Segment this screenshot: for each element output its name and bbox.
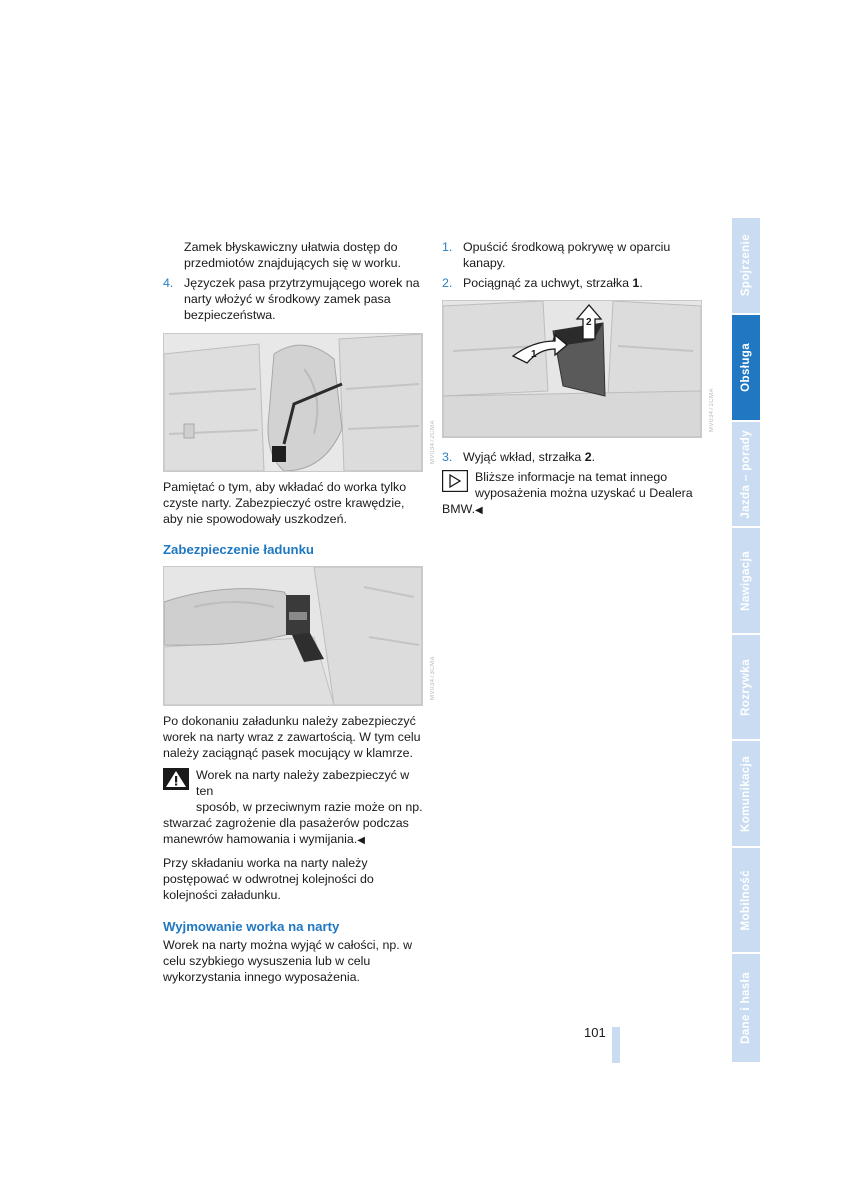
warning-note: [163, 767, 425, 849]
para-remove-bag: Worek na narty można wyjąć w całości, np. w celu szybkiego wysuszenia lub w celu wykorzystania innego wyposażenia.: [163, 938, 413, 984]
list-item-3: [442, 449, 704, 465]
left-column: [163, 239, 425, 327]
nav-tab-label: Rozrywka: [740, 658, 752, 716]
warning-first-line: Worek na narty należy zabezpieczyć w ten: [196, 768, 410, 798]
list-item-2: [442, 275, 704, 291]
heading-remove-bag: Wyjmowanie worka na narty: [163, 919, 340, 934]
note-rest: wyposażenia można uzyskać u Dealera BMW.: [442, 486, 693, 516]
right-column: [442, 239, 704, 295]
para-secure-cargo: Po dokonaniu załadunku należy zabezpieczyć worek na narty wraz z zawartością. W tym celu należy zaciągnąć pasek mocujący w klamrze.: [163, 714, 421, 760]
nav-tab-mobilnosc[interactable]: [732, 848, 760, 954]
para-clean-skis: Pamiętać o tym, aby wkładać do worka tylko czyste narty. Zabezpieczyć ostre krawędzie, aby nie spowodowały uszkodzeń.: [163, 480, 407, 526]
heading-cargo-securing: Zabezpieczenie ładunku: [163, 542, 314, 557]
list-text-after: .: [591, 450, 596, 464]
nav-tab-komunikacja[interactable]: [732, 741, 760, 848]
figure-code: MV03471CMA: [709, 388, 715, 433]
list-text-before: Pociągnąć za uchwyt, strzałka: [463, 276, 633, 290]
nav-tab-label: Jazda – porady: [740, 429, 752, 519]
page-marker-bar: [612, 1027, 620, 1063]
seat-illustration: [164, 334, 422, 471]
left-column-lower: [163, 713, 425, 985]
figure-ski-bag-strap: [163, 333, 423, 472]
list-number: 3.: [442, 450, 453, 464]
list-number: 4.: [163, 276, 174, 290]
arrow-1-label: 1: [531, 349, 537, 360]
nav-tab-label: Spojrzenie: [740, 234, 752, 297]
nav-tab-obsluga[interactable]: [732, 315, 760, 422]
end-mark: ◀: [475, 505, 483, 516]
nav-tab-label: Dane i hasła: [740, 972, 752, 1044]
nav-tab-spojrzenie[interactable]: [732, 218, 760, 315]
nav-tab-label: Komunikacja: [740, 755, 752, 832]
list-number: 1.: [442, 240, 453, 254]
para-folding: Przy składaniu worka na narty należy postępować w odwrotnej kolejności do kolejności załadunku.: [163, 856, 374, 902]
list-text: Opuścić środkową pokrywę w oparciu kanapy.: [463, 240, 671, 270]
nav-tab-label: Nawigacja: [740, 550, 752, 611]
note-play-icon: [442, 470, 468, 492]
arrow-2-label: 2: [586, 317, 592, 328]
nav-tab-dane-i-hasla[interactable]: [732, 954, 760, 1062]
figure-code: MV03472CMA: [430, 420, 436, 465]
figure-code: MV03473CMA: [430, 656, 436, 701]
nav-tab-label: Mobilność: [740, 869, 752, 931]
buckle-illustration: [164, 567, 422, 705]
list-text-after: .: [639, 276, 643, 290]
nav-tab-nawigacja[interactable]: [732, 528, 760, 635]
armrest-illustration: [443, 301, 701, 437]
warning-text: [163, 799, 425, 849]
right-column-lower: [442, 449, 704, 519]
info-note: [442, 469, 704, 519]
nav-tab-jazda-porady[interactable]: [732, 422, 760, 528]
intro-text: Zamek błyskawiczny ułatwia dostęp do przedmiotów znajdujących się w worku.: [184, 240, 401, 270]
note-first-line: Bliższe informacje na temat innego: [475, 470, 668, 484]
nav-tab-label: Obsługa: [740, 343, 752, 392]
list-text: Języczek pasa przytrzymującego worek na narty włożyć w środkowy zamek pasa bezpieczeństwa.: [184, 276, 420, 322]
warning-rest: sposób, w przeciwnym razie może on np. stwarzać zagrożenie dla pasażerów podczas manewrów hamowania i wymijania.: [163, 800, 423, 846]
note-text: [442, 485, 704, 519]
arrow-ref-1: 1: [632, 276, 640, 290]
section-cargo: [163, 542, 425, 558]
list-text-before: Wyjąć wkład, strzałka: [463, 450, 585, 464]
list-item-4: [163, 275, 425, 323]
list-item-1: [442, 239, 704, 271]
figure-center-armrest: [442, 300, 702, 438]
nav-tab-rozrywka[interactable]: [732, 635, 760, 741]
list-number: 2.: [442, 276, 453, 290]
figure-strap-buckle: [163, 566, 423, 706]
warning-triangle-icon: [163, 768, 189, 790]
arrow-ref-2: 2: [584, 450, 592, 464]
left-column-mid: [163, 479, 425, 527]
page-number: 101: [584, 1025, 606, 1040]
end-mark: ◀: [357, 835, 365, 846]
